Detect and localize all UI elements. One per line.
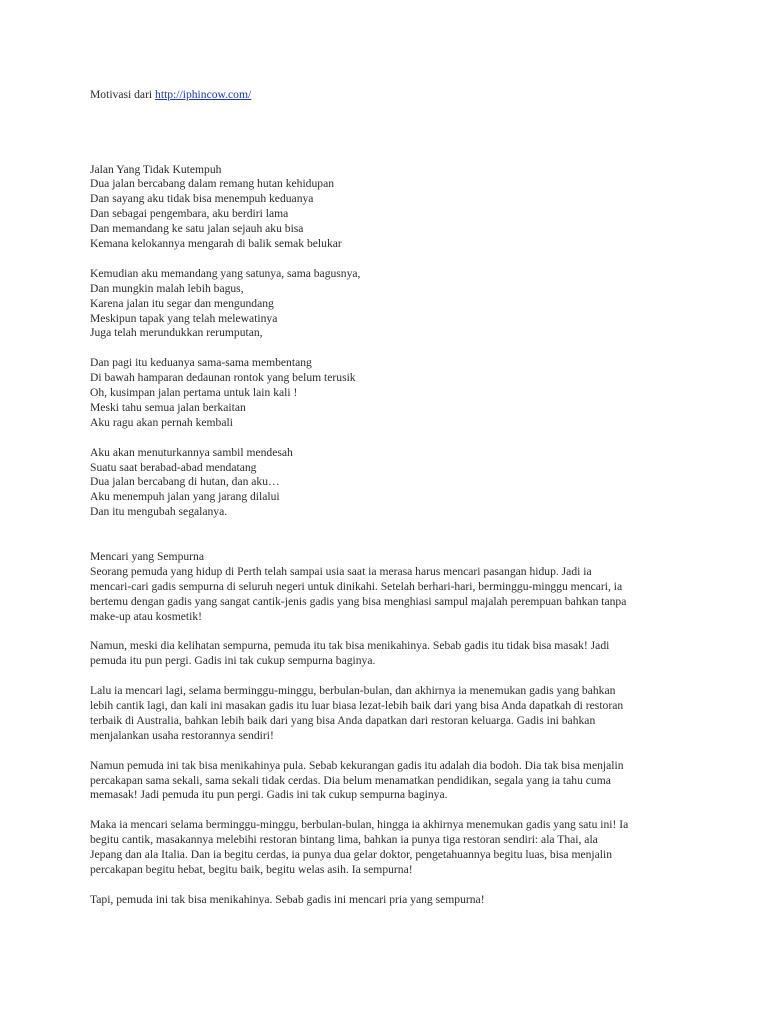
- source-line: [90, 88, 680, 103]
- poem-line: Kemana kelokannya mengarah di balik semak belukar: [90, 237, 342, 251]
- source-link[interactable]: http://iphincow.com/: [155, 88, 252, 101]
- poem-line: Oh, kusimpan jalan pertama untuk lain kali !: [90, 386, 298, 400]
- story-line: Tapi, pemuda ini tak bisa menikahinya. Sebab gadis ini mencari pria yang sempurna!: [90, 892, 485, 906]
- poem-line: Meskipun tapak yang telah melewatinya: [90, 311, 278, 325]
- poem: [90, 163, 680, 521]
- poem-line: Karena jalan itu segar dan mengundang: [90, 296, 274, 310]
- story-line: Maka ia mencari selama berminggu-minggu, berbulan-bulan, hingga ia akhirnya menemukan gadis yang satu ini! Ia: [90, 818, 629, 832]
- poem-line: Aku ragu akan pernah kembali: [90, 415, 233, 429]
- story-line: make-up atau kosmetik!: [90, 609, 203, 623]
- poem-line: Dan sayang aku tidak bisa menempuh keduanya: [90, 192, 314, 206]
- poem-line: Dan pagi itu keduanya sama-sama membentang: [90, 356, 312, 370]
- story-line: Namun, meski dia kelihatan sempurna, pemuda itu tak bisa menikahinya. Sebab gadis itu tidak bisa masak! Jadi: [90, 639, 610, 653]
- story-line: Jepang dan ala Italia. Dan ia begitu cerdas, ia punya dua gelar doktor, pengetahuannya begitu luas, bisa menjalin: [90, 848, 613, 862]
- document-page: [90, 88, 680, 923]
- spacer: [90, 535, 680, 550]
- poem-line: Dua jalan bercabang di hutan, dan aku…: [90, 475, 280, 489]
- story-line: menjalankan usaha restorannya sendiri!: [90, 728, 274, 742]
- poem-line: Aku menempuh jalan yang jarang dilalui: [90, 490, 280, 504]
- story-line: memasak! Jadi pemuda itu pun pergi. Gadis ini tak cukup sempurna baginya.: [90, 788, 448, 802]
- story-paragraph-3: [90, 684, 680, 744]
- story-paragraph-2: [90, 639, 680, 669]
- story-line: Seorang pemuda yang hidup di Perth telah sampai usia saat ia merasa harus mencari pasangan hidup. Jadi ia: [90, 564, 592, 578]
- story-paragraph-6: [90, 893, 680, 908]
- story-line: Namun pemuda ini tak bisa menikahinya pula. Sebab kekurangan gadis itu adalah dia bodoh. Dia tak bisa menjalin: [90, 758, 624, 772]
- poem-line: Dan itu mengubah segalanya.: [90, 505, 228, 519]
- spacer: [90, 103, 680, 163]
- story-paragraph-4: [90, 759, 680, 804]
- poem-line: Aku akan menuturkannya sambil mendesah: [90, 445, 293, 459]
- story-line: lebih cantik lagi, dan kali ini masakan gadis itu luar biasa lezat-lebih baik dari yang bisa Anda dapatkah di restoran: [90, 699, 624, 713]
- story-line: percakapan sama sekali, sama sekali tidak cerdas. Dia belum menamatkan pendidikan, segala yang ia tahu cuma: [90, 773, 611, 787]
- story-paragraph-5: [90, 818, 680, 878]
- poem-line: Dan memandang ke satu jalan sejauh aku bisa: [90, 222, 304, 236]
- story-paragraph-1: [90, 565, 680, 625]
- poem-title: Jalan Yang Tidak Kutempuh: [90, 162, 222, 176]
- poem-line: Dan sebagai pengembara, aku berdiri lama: [90, 207, 289, 221]
- story-line: terbaik di Australia, bahkan lebih baik dari yang bisa Anda dapatkan dari restoran keluarga. Gadis ini bahkan: [90, 713, 596, 727]
- poem-line: Dua jalan bercabang dalam remang hutan kehidupan: [90, 177, 335, 191]
- story-line: mencari-cari gadis sempurna di seluruh negeri untuk dinikahi. Setelah berhari-hari, berminggu-minggu mencari, ia: [90, 579, 623, 593]
- story-line: begitu cantik, masakannya melebihi restoran bintang lima, bahkan ia punya tiga restoran sendiri: ala Thai, ala: [90, 833, 598, 847]
- story-line: Lalu ia mencari lagi, selama berminggu-minggu, berbulan-bulan, dan akhirnya ia menemukan gadis yang bahkan: [90, 684, 616, 698]
- story-title: Mencari yang Sempurna: [90, 549, 204, 563]
- story-line: bertemu dengan gadis yang sangat cantik-jenis gadis yang bisa menghiasi sampul majalah perempuan bahkan tanpa: [90, 594, 627, 608]
- poem-stanza-3: [90, 356, 680, 431]
- story: [90, 550, 680, 908]
- story-line: pemuda itu pun pergi. Gadis ini tak cukup sempurna baginya.: [90, 654, 376, 668]
- source-prefix: Motivasi dari: [90, 88, 156, 101]
- poem-stanza-2: [90, 267, 680, 342]
- poem-stanza-1: [90, 177, 680, 252]
- poem-line: Juga telah merundukkan rerumputan,: [90, 326, 263, 340]
- story-line: percakapan begitu hebat, begitu baik, begitu welas asih. Ia sempurna!: [90, 862, 413, 876]
- poem-line: Suatu saat berabad-abad mendatang: [90, 460, 257, 474]
- poem-line: Dan mungkin malah lebih bagus,: [90, 281, 244, 295]
- poem-line: Kemudian aku memandang yang satunya, sama bagusnya,: [90, 266, 361, 280]
- poem-stanza-4: [90, 446, 680, 521]
- poem-line: Meski tahu semua jalan berkaitan: [90, 400, 246, 414]
- poem-line: Di bawah hamparan dedaunan rontok yang belum terusik: [90, 371, 356, 385]
